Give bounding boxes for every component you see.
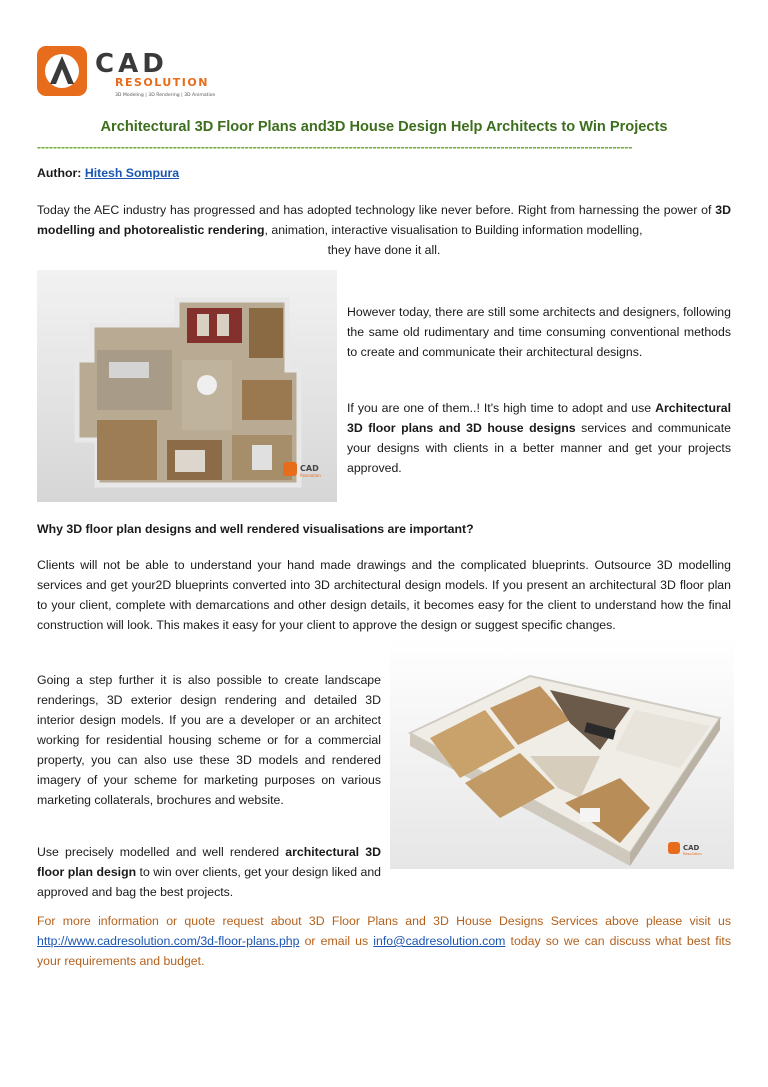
divider: -----------------------------------------------------------------------------------------------------------------------------------------------------: [37, 140, 633, 154]
paragraph-5: Going a step further it is also possible to create landscape renderings, 3D exterior design rendering and detailed 3D interior design models. If you are a developer or an architect working for residential housing scheme or for a commercial property, you can also use these 3D models and rendered imagery of your scheme for marketing purposes on various marketing collaterals, brochures and website.: [37, 673, 381, 807]
author-line: [37, 166, 179, 180]
para6-text-a: Use precisely modelled and well rendered: [37, 845, 286, 859]
company-logo: [37, 44, 227, 100]
paragraph-3: [347, 398, 731, 478]
para6-bold: architectural 3D floor plan design: [37, 845, 381, 879]
image1-watermark-top: CAD: [300, 464, 319, 473]
para3-text-b: services and communicate your designs with clients in a better manner and get your projects approved.: [347, 421, 731, 475]
intro-text-a: Today the AEC industry has progressed and has adopted technology like never before. Right from harnessing the power of: [37, 203, 716, 217]
para3-bold: Architectural 3D floor plans and 3D house designs: [347, 401, 731, 435]
paragraph-6: [37, 842, 381, 902]
website-link[interactable]: http://www.cadresolution.com/3d-floor-plans.php: [37, 934, 300, 948]
intro-last-line: they have done it all.: [327, 243, 441, 257]
email-link[interactable]: info@cadresolution.com: [373, 934, 506, 948]
footer-text-b: or email us: [299, 934, 374, 948]
intro-bold: 3D modelling and photorealistic rendering: [37, 203, 731, 237]
section-heading: Why 3D floor plan designs and well rendered visualisations are important?: [37, 522, 474, 536]
contact-note: [37, 911, 731, 971]
logo-tagline: 3D Modeling | 3D Rendering | 3D Animation: [115, 93, 216, 98]
page-title: Architectural 3D Floor Plans and3D House Design Help Architects to Win Projects: [100, 119, 668, 135]
paragraph-4: Clients will not be able to understand your hand made drawings and the complicated blueprints. Outsource 3D modelling services and get your2D blueprints converted into 3D architectural design models. If you present an architectural 3D floor plan to your client, complete with demarcations and other design details, it becomes easy for the client to understand how the final construction will look. This makes it easy for your client to approve the design or suggest specific changes.: [37, 558, 731, 632]
floor-plan-image: [37, 270, 337, 502]
house-model-image: [390, 638, 734, 869]
logo-brand-top: CAD: [95, 49, 168, 79]
author-label: Author:: [37, 166, 82, 180]
author-link[interactable]: Hitesh Sompura: [84, 166, 180, 180]
image2-watermark-bottom: Resolution: [683, 852, 702, 856]
para6-text-b: to win over clients, get your design liked and approved and bag the best projects.: [37, 865, 381, 899]
intro-paragraph: [37, 200, 731, 260]
footer-text-c: today so we can discuss what best fits your requirements and budget.: [37, 934, 731, 968]
logo-brand-bottom: RESOLUTION: [115, 76, 209, 89]
image1-watermark-bottom: Resolution: [300, 473, 321, 478]
intro-text-b: , animation, interactive visualisation to Building information modelling,: [264, 223, 643, 237]
paragraph-2: However today, there are still some architects and designers, following the same old rudimentary and time consuming conventional methods to create and communicate their architectural designs.: [347, 305, 731, 359]
para3-text-a: If you are one of them..! It's high time to adopt and use: [347, 401, 656, 415]
footer-text-a: For more information or quote request about 3D Floor Plans and 3D House Designs Services above please visit us: [37, 914, 731, 928]
image2-watermark-top: CAD: [683, 844, 700, 852]
